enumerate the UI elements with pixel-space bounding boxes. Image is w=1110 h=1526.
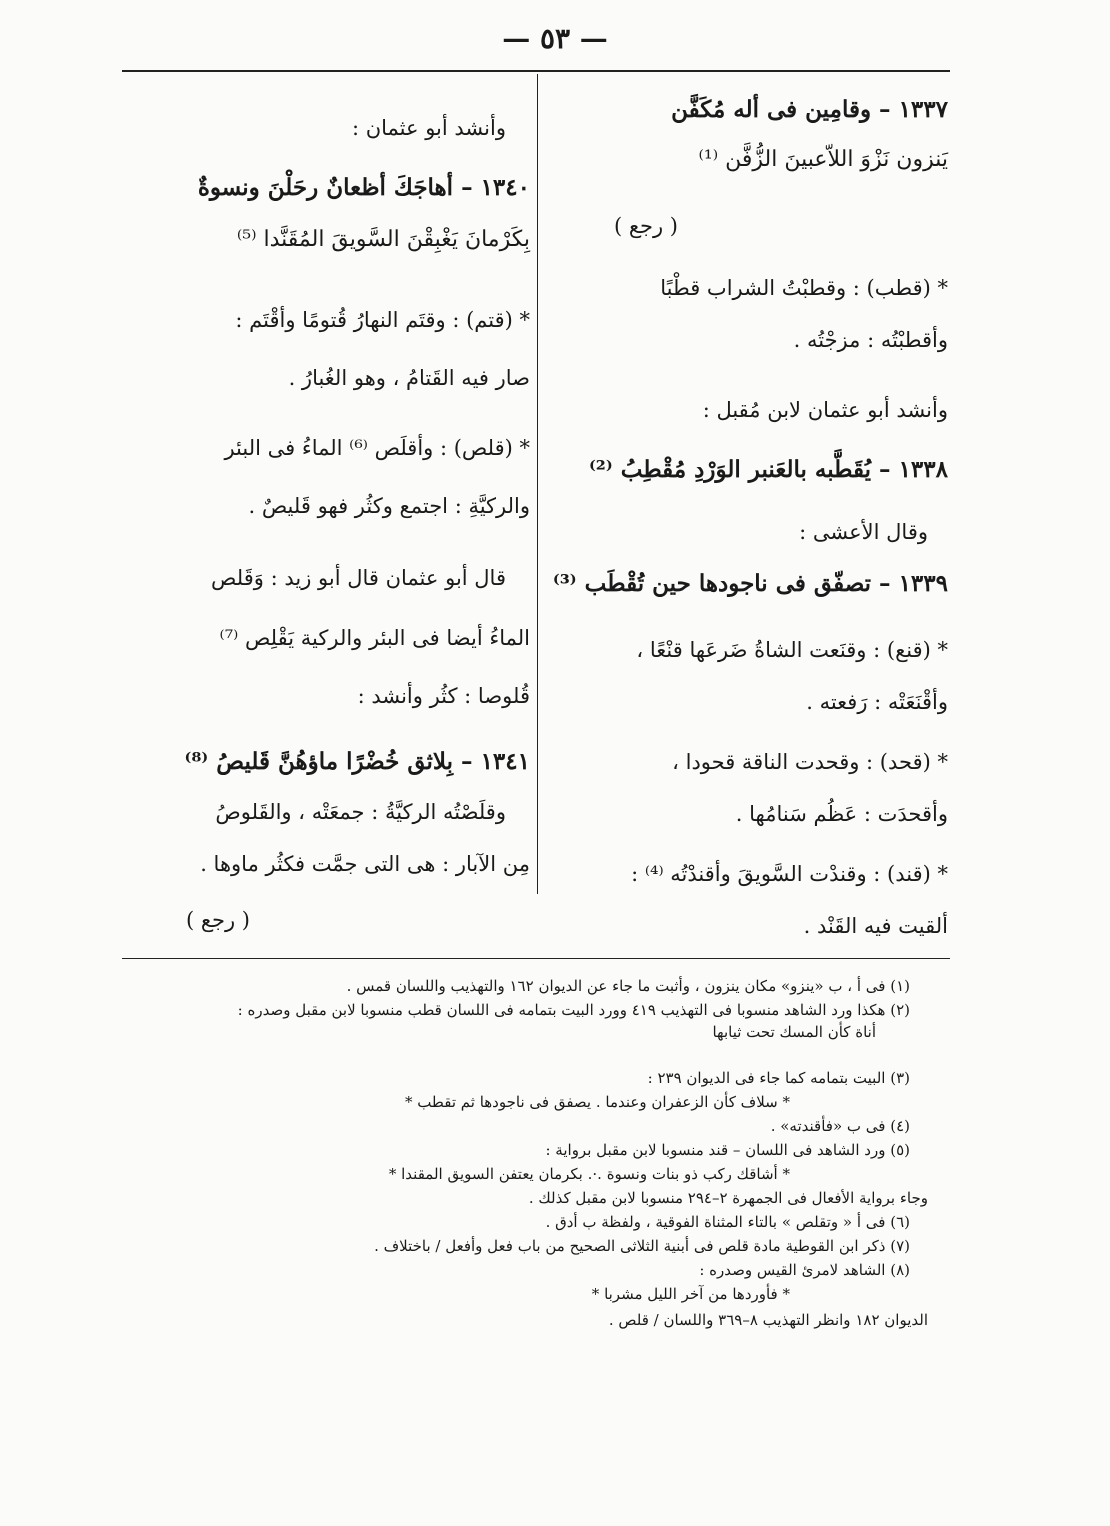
entry-line: وأنشد أبو عثمان لابن مُقبل : [702,398,948,422]
entry-line: وقال الأعشى : [799,520,928,544]
verse-line: ١٣٣٧ – وقامِين فى أله مُكَفَّن [671,96,948,123]
footnote: * أشاقك ركب ذو بنات ونسوة .·. بكرمان يعتفن السويق المقندا * [388,1165,790,1183]
return-marker: ( رجع ) [185,908,250,932]
return-marker: ( رجع ) [613,214,678,238]
verse-line: ١٣٤٠ – أهاجَكَ أظعانٌ رحَلْنَ ونسوةٌ [197,174,530,201]
entry-line: * (قطب) : وقطبْتُ الشراب قطْبًا [660,276,948,300]
entry-line: والركيَّةِ : اجتمع وكثُر فهو قَليصٌ . [248,494,530,518]
footnote: (٣) البيت بتمامه كما جاء فى الديوان ٢٣٩ : [647,1069,910,1087]
footnote: (٦) فى أ « وتقلص » بالتاء المثناة الفوقية ، ولفظة ب أدق . [545,1213,910,1231]
footnote: * سلاف كأن الزعفران وعندما . يصفق فى ناجودها ثم تقطب * [404,1093,790,1111]
verse-line: يَنزون نَزْوَ اللاّعبينَ الزُّفَّن ⁽¹⁾ [698,147,948,172]
entry-line: * (قحد) : وقحدت الناقة قحودا ، [672,750,948,774]
entry-line: * (قنع) : وقنَعت الشاةُ ضَرعَها قنْعًا ، [636,638,948,662]
entry-line: مِن الآبار : هى التى جمَّت فكثُر ماوها . [200,852,530,876]
entry-line: قال أبو عثمان قال أبو زيد : وَقَلص [211,566,506,590]
entry-line: وأقطبْتُه : مزجْتُه . [793,328,948,352]
footnote: (٥) ورد الشاهد فى اللسان – قند منسوبا لابن مقبل برواية : [545,1141,910,1159]
footnote: (٤) فى ب «فأقندته» . [770,1117,910,1135]
verse-line: ١٣٣٨ – يُقَطَّبه بالعَنبر الوَرْدِ مُقْطِبُ ⁽²⁾ [588,456,948,483]
entry-line: قُلوصا : كثُر وأنشد : [357,684,530,708]
verse-line: ١٣٣٩ – تصفّق فى ناجودها حين تُقْطَب ⁽³⁾ [552,570,948,597]
footnote: أناة كأن المسك تحت ثيابها [712,1023,876,1041]
footnote: (٧) ذكر ابن القوطية مادة قلص فى أبنية الثلاثى الصحيح من باب فعل وأفعل / باختلاف . [374,1237,910,1255]
entry-line: * (قلص) : وأقلَص ⁽⁶⁾ الماءُ فى البئر [224,436,530,460]
header-rule [122,70,950,72]
footnote: (١) فى أ ، ب «ينزو» مكان ينزون ، وأثبت ما جاء عن الديوان ١٦٢ والتهذيب واللسان قمس . [346,977,910,995]
verse-line: ١٣٤١ – بِلاثق خُضْرًا ماؤهُنَّ قَليصُ ⁽⁸⁾ [184,748,530,775]
page-number: — ٥٣ — [502,22,608,55]
footnote: (٢) هكذا ورد الشاهد منسوبا فى التهذيب ٤١٩ وورد البيت بتمامه فى اللسان قطب منسوبا لابن مقبل وصدره : [237,1001,910,1019]
entry-line: وأنشد أبو عثمان : [351,116,506,140]
footnote: الديوان ١٨٢ وانظر التهذيب ٨–٣٦٩ واللسان / قلص . [608,1311,928,1329]
entry-line: الماءُ أيضا فى البئر والركية يَقْلِص ⁽⁷⁾ [219,626,530,650]
entry-line: ألقيت فيه القَنْد . [803,914,948,938]
verse-line: بِكَرْمانَ يَغْبِقْنَ السَّويقَ المُقَنَّدا ⁽⁵⁾ [236,227,530,252]
entry-line: وأقحدَت : عَظُم سَنامُها . [735,802,948,826]
footnote: (٨) الشاهد لامرئ القيس وصدره : [699,1261,910,1279]
entry-line: * (قند) : وقندْت السَّويقَ وأقندْتُه ⁽⁴⁾ : [631,862,948,886]
entry-line: وقلَصْتُه الركيَّةُ : جمعَتْه ، والقَلوصُ [215,800,506,824]
footnote: وجاء برواية الأفعال فى الجمهرة ٢–٢٩٤ منسوبا لابن مقبل كذلك . [528,1189,928,1207]
entry-line: * (قتم) : وقتَم النهارُ قُتومًا وأقْتَم : [235,308,530,332]
footnote: * فأوردها من آخر الليل مشربا * [591,1285,790,1303]
entry-line: وأقْنَعَتْه : رَفعته . [806,690,948,714]
column-divider [537,74,538,894]
footnotes-rule [122,958,950,959]
entry-line: صار فيه القَتامُ ، وهو الغُبارُ . [288,366,530,390]
